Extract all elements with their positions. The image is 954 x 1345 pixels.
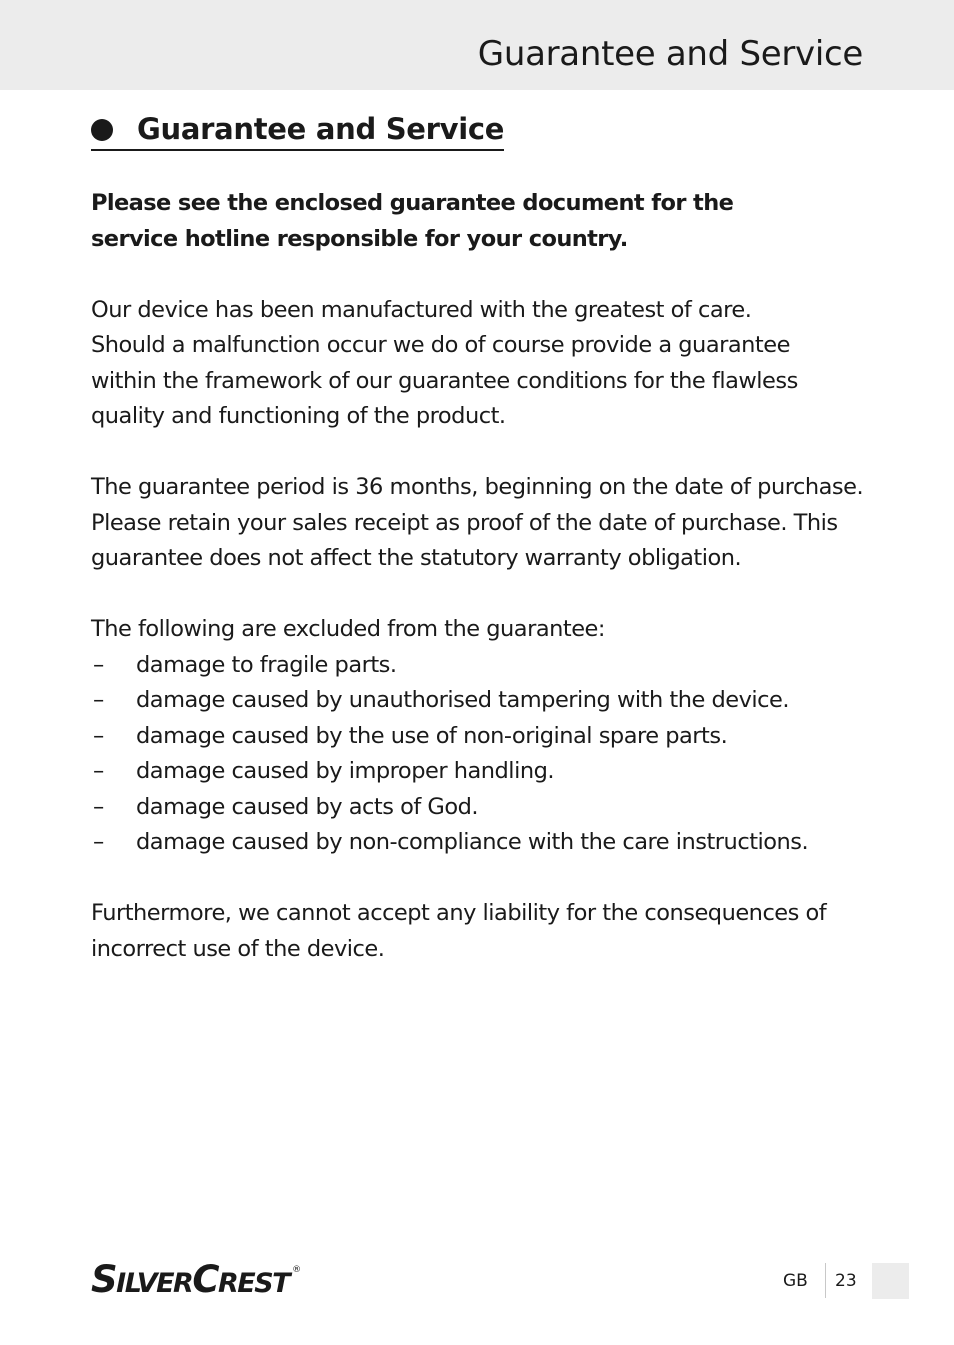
- list-item-text: damage caused by the use of non-original spare parts.: [136, 722, 728, 749]
- exclusion-list: [91, 648, 881, 861]
- text-line: The guarantee period is 36 months, beginning on the date of purchase.: [91, 474, 864, 500]
- logo-initial: C: [192, 1258, 218, 1301]
- dash-icon: –: [93, 722, 104, 749]
- dash-icon: –: [93, 758, 104, 784]
- logo-text: REST: [217, 1268, 290, 1299]
- text-line: within the framework of our guarantee conditions for the flawless: [91, 367, 798, 394]
- section-heading: [91, 112, 504, 151]
- text-line: quality and functioning of the product.: [91, 403, 506, 429]
- language-code: GB: [783, 1271, 808, 1291]
- section-title: Guarantee and Service: [137, 112, 505, 146]
- guarantee-period-paragraph: [91, 470, 881, 577]
- lead-line: Please see the enclosed guarantee document for the: [91, 190, 734, 216]
- list-item-text: damage caused by unauthorised tampering with the device.: [136, 687, 790, 713]
- list-item: [91, 648, 881, 684]
- lead-line: service hotline responsible for your country.: [91, 225, 628, 252]
- exclusions-intro: The following are excluded from the guarantee:: [91, 616, 605, 642]
- dash-icon: –: [93, 651, 104, 678]
- list-item: [91, 683, 881, 719]
- dash-icon: –: [93, 687, 104, 713]
- text-line: Please retain your sales receipt as proof of the date of purchase. This: [91, 509, 838, 536]
- list-item: [91, 825, 881, 861]
- care-paragraph: [91, 293, 881, 435]
- dash-icon: –: [93, 793, 104, 820]
- page-header-title: Guarantee and Service: [477, 34, 863, 74]
- registered-mark: ®: [292, 1265, 302, 1275]
- list-item: [91, 790, 881, 826]
- logo-text: ILVER: [116, 1268, 193, 1299]
- logo-initial: S: [91, 1258, 117, 1301]
- list-item: [91, 719, 881, 755]
- text-line: guarantee does not affect the statutory warranty obligation.: [91, 545, 742, 571]
- silvercrest-logo: [91, 1258, 301, 1301]
- text-line: Should a malfunction occur we do of course provide a guarantee: [91, 332, 790, 358]
- list-item: [91, 754, 881, 790]
- text-line: incorrect use of the device.: [91, 935, 385, 962]
- bullet-icon: [91, 119, 113, 141]
- text-line: Our device has been manufactured with the greatest of care.: [91, 296, 752, 323]
- lead-paragraph: [91, 186, 881, 257]
- list-item-text: damage to fragile parts.: [136, 651, 397, 678]
- body-content: [91, 186, 881, 1003]
- list-item-text: damage caused by non-compliance with the care instructions.: [136, 829, 809, 855]
- dash-icon: –: [93, 829, 104, 855]
- text-line: Furthermore, we cannot accept any liability for the consequences of: [91, 900, 827, 926]
- exclusions-block: [91, 612, 881, 861]
- list-item-text: damage caused by acts of God.: [136, 793, 479, 820]
- page-number: 23: [835, 1271, 857, 1291]
- page-tab-marker: [872, 1263, 909, 1299]
- list-item-text: damage caused by improper handling.: [136, 758, 555, 784]
- liability-paragraph: [91, 896, 881, 967]
- footer-divider: [825, 1263, 826, 1298]
